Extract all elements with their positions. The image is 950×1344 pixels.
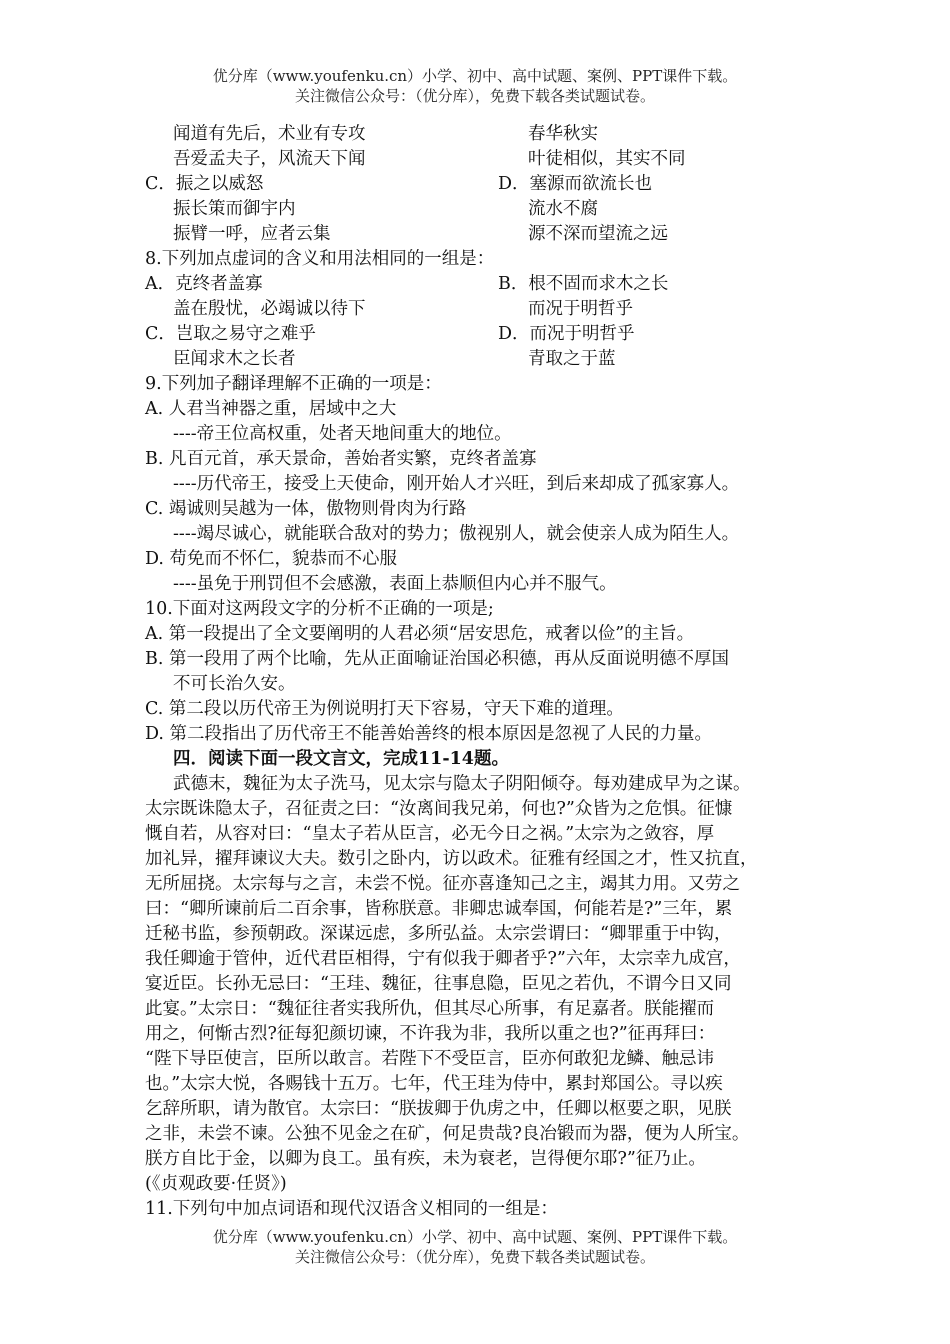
- passage-line: 此宴。”太宗日：“魏征往者实我所仇，但其尽心所事，有足嘉者。朕能擢而: [145, 999, 715, 1019]
- q9-stem: 9.下列加子翻译理解不正确的一项是：: [145, 374, 442, 394]
- passage-line: 无所屈挠。太宗每与之言，未尝不悦。征亦喜逢知己之主，竭其力用。又劳之: [145, 874, 740, 894]
- section-4-title: 四．阅读下面一段文言文，完成11-14题。: [173, 749, 509, 769]
- q9-option-c-translation: ----竭尽诚心，就能联合敌对的势力；傲视别人，就会使亲人成为陌生人。: [173, 524, 740, 544]
- passage-line: 迁秘书监，参预朝政。深谋远虑，多所弘益。太宗尝谓曰：“卿罪重于中钩，: [145, 924, 732, 944]
- passage-line: 太宗既诛隐太子，召征责之曰：“汝离间我兄弟，何也?”众皆为之危惧。征慷: [145, 799, 733, 819]
- q10-option-d: D. 第二段指出了历代帝王不能善始善终的根本原因是忽视了人民的力量。: [145, 724, 713, 744]
- q11-stem: 11.下列句中加点词语和现代汉语含义相同的一组是：: [145, 1199, 558, 1219]
- q7-option-d-line-2: 流水不腐: [528, 199, 598, 219]
- q8-option-c-line-1: C．岂取之易守之难乎: [145, 324, 316, 344]
- q8-option-a-line-1: A．克终者盖寡: [145, 274, 263, 294]
- q9-option-b: B. 凡百元首，承天景命，善始者实繁，克终者盖寡: [145, 449, 537, 469]
- q8-stem: 8.下列加点虚词的含义和用法相同的一组是：: [145, 249, 495, 269]
- passage-line: 宴近臣。长孙无忌曰：“王珪、魏征，往事息隐，臣见之若仇，不谓今日又同: [145, 974, 732, 994]
- q7-option-c-line-2: 振长策而御宇内: [173, 199, 296, 219]
- passage-line: 我任卿逾于管仲，近代君臣相得，宁有似我于卿者乎?”六年，太宗幸九成宫，: [145, 949, 741, 969]
- q8-option-a-line-2: 盖在殷忧，必竭诚以待下: [173, 299, 366, 319]
- q9-option-d-translation: ----虽免于刑罚但不会感激，表面上恭顺但内心并不服气。: [173, 574, 617, 594]
- passage-line: 用之，何惭古烈?征每犯颜切谏，不许我为非，我所以重之也?”征再拜曰：: [145, 1024, 716, 1044]
- passage-line: 朕方自比于金，以卿为良工。虽有疾，未为衰老，岂得便尔耶?”征乃止。: [145, 1149, 706, 1169]
- q10-option-b-line-1: B. 第一段用了两个比喻，先从正面喻证治国必积德，再从反面说明德不厚国: [145, 649, 729, 669]
- q7-option-c-line-1: C．振之以威怒: [145, 174, 264, 194]
- passage-line: 之非，未尝不谏。公独不见金之在矿，何足贵哉?良冶锻而为器，便为人所宝。: [145, 1124, 750, 1144]
- passage-line: 加礼异，擢拜谏议大夫。数引之卧内，访以政术。征雅有经国之才，性又抗直，: [145, 849, 758, 869]
- header-line-1: 优分库（www.youfenku.cn）小学、初中、高中试题、案例、PPT课件下载。: [212, 67, 738, 85]
- q10-option-a: A. 第一段提出了全文要阐明的人君必须“居安思危，戒奢以俭”的主旨。: [145, 624, 695, 644]
- q9-option-c: C. 竭诚则吴越为一体，傲物则骨肉为行路: [145, 499, 467, 519]
- passage-line: 也。”太宗大悦，各赐钱十五万。七年，代王珪为侍中，累封郑国公。寻以疾: [145, 1074, 723, 1094]
- q10-option-c: C. 第二段以历代帝王为例说明打天下容易，守天下难的道理。: [145, 699, 624, 719]
- passage-source: (《贞观政要·任贤》): [145, 1174, 287, 1194]
- passage-line: 乞辞所职，请为散官。太宗曰：“朕拔卿于仇虏之中，任卿以枢要之职，见朕: [145, 1099, 732, 1119]
- q9-option-a-translation: ----帝王位高权重，处者天地间重大的地位。: [173, 424, 512, 444]
- page-footer: [0, 1227, 950, 1267]
- q7-option-d-line-3: 源不深而望流之远: [528, 224, 668, 244]
- q9-option-d: D. 苟免而不怀仁，貌恭而不心服: [145, 549, 398, 569]
- page-header: [0, 66, 950, 106]
- passage-line: “陛下导臣使言，臣所以敢言。若陛下不受臣言，臣亦何敢犯龙鳞、触忌讳: [145, 1049, 714, 1069]
- header-line-2: 关注微信公众号：（优分库），免费下载各类试题试卷。: [294, 87, 655, 105]
- q7-option-a-line-1: 闻道有先后，术业有专攻: [173, 124, 366, 144]
- q9-option-a: A. 人君当神器之重，居域中之大: [145, 399, 397, 419]
- passage-line: 武德末，魏征为太子洗马，见太宗与隐太子阴阳倾夺。每劝建成早为之谋。: [173, 774, 751, 794]
- q8-option-b-line-2: 而况于明哲乎: [528, 299, 633, 319]
- q7-option-b-line-2: 叶徒相似，其实不同: [528, 149, 686, 169]
- q8-option-d-line-2: 青取之于蓝: [528, 349, 616, 369]
- q8-option-b-line-1: B．根不固而求木之长: [498, 274, 669, 294]
- q7-option-c-line-3: 振臂一呼，应者云集: [173, 224, 331, 244]
- q8-option-d-line-1: D．而况于明哲乎: [498, 324, 635, 344]
- q9-option-b-translation: ----历代帝王，接受上天使命，刚开始人才兴旺，到后来却成了孤家寡人。: [173, 474, 740, 494]
- passage-line: 曰：“卿所谏前后二百余事，皆称朕意。非卿忠诚奉国，何能若是?”三年，累: [145, 899, 733, 919]
- q10-option-b-line-2: 不可长治久安。: [173, 674, 296, 694]
- q7-option-a-line-2: 吾爱孟夫子，风流天下闻: [173, 149, 366, 169]
- footer-line-1: 优分库（www.youfenku.cn）小学、初中、高中试题、案例、PPT课件下载。: [212, 1228, 738, 1246]
- q8-option-c-line-2: 臣闻求木之长者: [173, 349, 296, 369]
- q10-stem: 10.下面对这两段文字的分析不正确的一项是;: [145, 599, 494, 619]
- footer-line-2: 关注微信公众号：（优分库），免费下载各类试题试卷。: [294, 1248, 655, 1266]
- q7-option-b-line-1: 春华秋实: [528, 124, 598, 144]
- passage-line: 慨自若，从容对曰：“皇太子若从臣言，必无今日之祸。”太宗为之敛容，厚: [145, 824, 715, 844]
- q7-option-d-line-1: D．塞源而欲流长也: [498, 174, 653, 194]
